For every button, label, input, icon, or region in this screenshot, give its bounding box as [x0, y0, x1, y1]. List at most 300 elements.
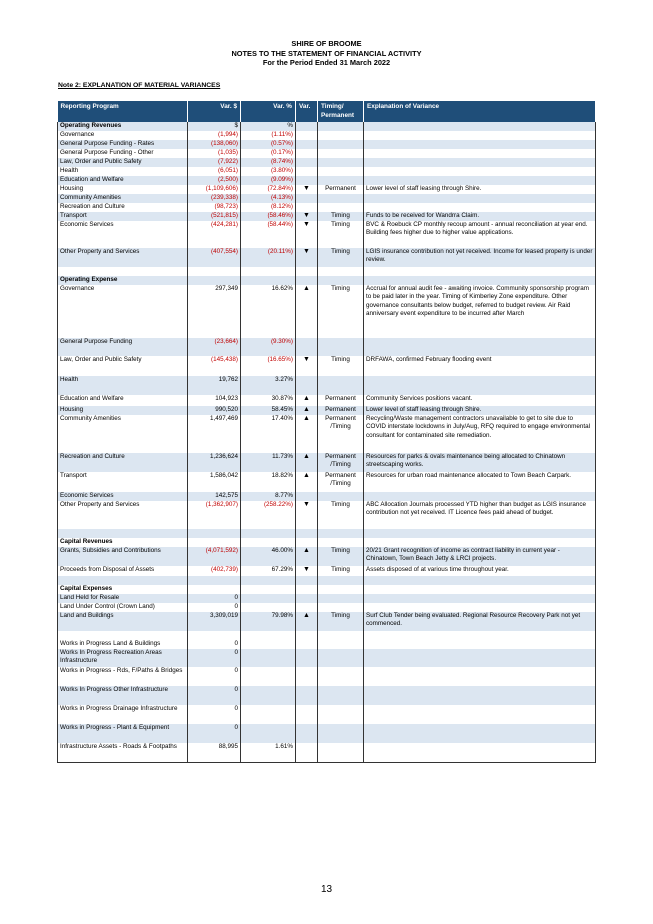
- table-row: [58, 248, 596, 267]
- table-row: [58, 612, 596, 631]
- cell-explanation: Resources for parks & ovals maintenance being allocated to Chinatown streetscaping works.: [364, 453, 596, 472]
- cell-explanation: [364, 631, 596, 640]
- table-row: [58, 743, 596, 762]
- cell-program: Operating Expense: [58, 276, 188, 285]
- cell-var-pct: 8.77%: [241, 492, 296, 501]
- cell-arrow-icon: [296, 594, 318, 603]
- table-row: [58, 376, 596, 395]
- cell-arrow-icon: [296, 149, 318, 158]
- cell-var-dollar: 88,995: [188, 743, 241, 762]
- cell-program: Community Amenities: [58, 194, 188, 203]
- cell-var-pct: [241, 276, 296, 285]
- cell-var-pct: [241, 267, 296, 276]
- table-row: [58, 585, 596, 594]
- cell-timing: [318, 492, 364, 501]
- cell-explanation: LGIS insurance contribution not yet received. Income for leased property is under review.: [364, 248, 596, 267]
- cell-timing: [318, 167, 364, 176]
- cell-arrow-icon: [296, 376, 318, 395]
- col-header-var-dollar: Var. $: [188, 101, 241, 122]
- cell-arrow-icon: [296, 276, 318, 285]
- header-period: For the Period Ended 31 March 2022: [262, 58, 391, 67]
- table-row: [58, 686, 596, 705]
- cell-var-pct: (0.17%): [241, 149, 296, 158]
- header-shire-name: SHIRE OF BROOME: [291, 39, 362, 48]
- col-header-timing: [318, 101, 364, 122]
- cell-timing: Timing: [318, 356, 364, 376]
- cell-arrow-icon: [296, 176, 318, 185]
- cell-var-pct: [241, 538, 296, 547]
- cell-explanation: Lower level of staff leasing through Shire.: [364, 185, 596, 194]
- table-body: [58, 122, 596, 762]
- table-row: [58, 649, 596, 667]
- table-row: [58, 492, 596, 501]
- table-row: [58, 472, 596, 492]
- cell-program: Governance: [58, 285, 188, 338]
- cell-program: Proceeds from Disposal of Assets: [58, 566, 188, 576]
- cell-arrow-icon: [296, 140, 318, 149]
- cell-program: Economic Services: [58, 492, 188, 501]
- cell-arrow-icon: [296, 649, 318, 667]
- table-row: [58, 158, 596, 167]
- cell-program: Housing: [58, 185, 188, 194]
- cell-timing: Timing: [318, 285, 364, 338]
- cell-var-pct: [241, 705, 296, 724]
- cell-var-pct: (1.11%): [241, 131, 296, 140]
- cell-explanation: [364, 576, 596, 585]
- cell-program: General Purpose Funding: [58, 338, 188, 356]
- cell-var-pct: [241, 576, 296, 585]
- cell-arrow-icon: [296, 576, 318, 585]
- cell-arrow-icon: [296, 667, 318, 686]
- cell-var-dollar: (407,554): [188, 248, 241, 267]
- cell-var-pct: 30.87%: [241, 395, 296, 406]
- cell-var-pct: (8.74%): [241, 158, 296, 167]
- cell-var-pct: (8.12%): [241, 203, 296, 212]
- cell-var-dollar: (1,994): [188, 131, 241, 140]
- cell-timing: [318, 649, 364, 667]
- cell-timing: Permanent /Timing: [318, 472, 364, 492]
- cell-var-dollar: [188, 538, 241, 547]
- cell-program: Works in Progress - Plant & Equipment: [58, 724, 188, 743]
- cell-var-pct: (9.09%): [241, 176, 296, 185]
- table-row: [58, 640, 596, 649]
- cell-var-dollar: 990,520: [188, 406, 241, 415]
- cell-explanation: Surf Club Tender being evaluated. Regional Resource Recovery Park not yet commenced.: [364, 612, 596, 631]
- cell-var-dollar: 0: [188, 594, 241, 603]
- cell-timing: [318, 267, 364, 276]
- cell-explanation: ABC Allocation Journals processed YTD higher than budget as LGIS insurance contribution not yet received. IT Licence fees paid ahead of budget.: [364, 501, 596, 529]
- cell-explanation: [364, 276, 596, 285]
- table-row: [58, 221, 596, 248]
- cell-arrow-icon: ▼: [296, 501, 318, 529]
- table-row: [58, 131, 596, 140]
- cell-var-dollar: [188, 267, 241, 276]
- cell-arrow-icon: ▼: [296, 248, 318, 267]
- cell-program: Works In Progress Other Infrastructure: [58, 686, 188, 705]
- cell-timing: [318, 203, 364, 212]
- cell-explanation: [364, 724, 596, 743]
- cell-var-pct: 79.98%: [241, 612, 296, 631]
- cell-timing: [318, 705, 364, 724]
- cell-arrow-icon: [296, 686, 318, 705]
- cell-explanation: Recycling/Waste management contractors unavailable to get to site due to COVID interstate lockdowns in July/Aug, RFQ required to engage environmental consultant for contaminated site remediation.: [364, 415, 596, 453]
- table-row: [58, 194, 596, 203]
- cell-timing: [318, 122, 364, 131]
- table-row: [58, 203, 596, 212]
- cell-program: Operating Revenues: [58, 122, 188, 131]
- cell-var-dollar: (138,060): [188, 140, 241, 149]
- table-row: [58, 149, 596, 158]
- cell-timing: [318, 338, 364, 356]
- cell-arrow-icon: ▲: [296, 547, 318, 566]
- cell-arrow-icon: [296, 724, 318, 743]
- cell-arrow-icon: [296, 158, 318, 167]
- cell-var-pct: [241, 724, 296, 743]
- cell-timing: [318, 194, 364, 203]
- table-row: [58, 538, 596, 547]
- cell-program: General Purpose Funding - Other: [58, 149, 188, 158]
- cell-program: Capital Revenues: [58, 538, 188, 547]
- cell-program: Works In Progress Recreation Areas Infrastructure: [58, 649, 188, 667]
- table-row: [58, 594, 596, 603]
- col-header-var-pct: Var. %: [241, 101, 296, 122]
- cell-var-pct: 1.61%: [241, 743, 296, 762]
- cell-var-dollar: [188, 585, 241, 594]
- cell-var-pct: 67.29%: [241, 566, 296, 576]
- cell-var-dollar: 297,349: [188, 285, 241, 338]
- cell-explanation: [364, 140, 596, 149]
- table-row: [58, 338, 596, 356]
- table-row: [58, 566, 596, 576]
- cell-var-pct: [241, 585, 296, 594]
- cell-program: Recreation and Culture: [58, 453, 188, 472]
- cell-program: Health: [58, 167, 188, 176]
- cell-timing: [318, 149, 364, 158]
- cell-program: Law, Order and Public Safety: [58, 356, 188, 376]
- table-row: [58, 547, 596, 566]
- cell-var-dollar: 0: [188, 724, 241, 743]
- cell-explanation: [364, 585, 596, 594]
- cell-var-dollar: (2,500): [188, 176, 241, 185]
- cell-program: Works in Progress Drainage Infrastructure: [58, 705, 188, 724]
- cell-program: Other Property and Services: [58, 248, 188, 267]
- cell-arrow-icon: ▼: [296, 566, 318, 576]
- cell-var-dollar: 3,309,019: [188, 612, 241, 631]
- cell-program: Other Property and Services: [58, 501, 188, 529]
- cell-timing: [318, 686, 364, 705]
- cell-arrow-icon: [296, 267, 318, 276]
- cell-var-dollar: [188, 529, 241, 538]
- cell-var-dollar: [188, 276, 241, 285]
- cell-program: Transport: [58, 212, 188, 221]
- cell-var-pct: [241, 631, 296, 640]
- cell-explanation: Assets disposed of at various time throughout year.: [364, 566, 596, 576]
- cell-arrow-icon: [296, 167, 318, 176]
- cell-timing: Permanent /Timing: [318, 415, 364, 453]
- cell-var-pct: (16.65%): [241, 356, 296, 376]
- cell-arrow-icon: ▼: [296, 185, 318, 194]
- table-row: [58, 667, 596, 686]
- table-row: [58, 576, 596, 585]
- cell-var-dollar: 0: [188, 705, 241, 724]
- cell-explanation: [364, 492, 596, 501]
- cell-explanation: [364, 603, 596, 612]
- cell-var-pct: 18.82%: [241, 472, 296, 492]
- cell-var-dollar: 0: [188, 686, 241, 705]
- cell-var-dollar: (6,051): [188, 167, 241, 176]
- cell-var-dollar: (1,109,606): [188, 185, 241, 194]
- table-row: [58, 167, 596, 176]
- cell-explanation: BVC & Roebuck CP monthly recoup amount - annual reconciliation at year end. Building fees higher due to higher value applications.: [364, 221, 596, 248]
- cell-explanation: [364, 529, 596, 538]
- cell-arrow-icon: ▼: [296, 212, 318, 221]
- table-row: [58, 395, 596, 406]
- cell-timing: [318, 631, 364, 640]
- cell-var-dollar: 0: [188, 649, 241, 667]
- cell-program: Governance: [58, 131, 188, 140]
- table-row: [58, 122, 596, 131]
- cell-timing: [318, 576, 364, 585]
- cell-arrow-icon: [296, 529, 318, 538]
- cell-explanation: Accrual for annual audit fee - awaiting invoice. Community sponsorship program to be paid later in the year. Timing of Kimberley Zone expenditure. Other governance consultants below budget, referred to budget review. Air Raid anniversary event expenditure to be incurred after March: [364, 285, 596, 338]
- cell-arrow-icon: [296, 585, 318, 594]
- table-row: [58, 705, 596, 724]
- cell-explanation: [364, 376, 596, 395]
- table-row: [58, 267, 596, 276]
- cell-explanation: DRFAWA, confirmed February flooding event: [364, 356, 596, 376]
- cell-arrow-icon: [296, 194, 318, 203]
- cell-var-pct: [241, 529, 296, 538]
- cell-program: Works in Progress - Rds, F/Paths & Bridges: [58, 667, 188, 686]
- cell-explanation: [364, 594, 596, 603]
- cell-var-dollar: (521,815): [188, 212, 241, 221]
- table-row: [58, 140, 596, 149]
- table-row: [58, 185, 596, 194]
- cell-program: Education and Welfare: [58, 176, 188, 185]
- table-header-row: [58, 101, 596, 122]
- cell-arrow-icon: [296, 122, 318, 131]
- cell-var-dollar: (239,338): [188, 194, 241, 203]
- table-row: [58, 501, 596, 529]
- cell-arrow-icon: ▲: [296, 395, 318, 406]
- cell-var-pct: [241, 686, 296, 705]
- cell-explanation: [364, 158, 596, 167]
- cell-timing: [318, 131, 364, 140]
- cell-explanation: [364, 167, 596, 176]
- col-header-program: Reporting Program: [58, 101, 188, 122]
- cell-explanation: 20/21 Grant recognition of income as contract liability in current year - Chinatown, Town Beach Jetty & LRCI projects.: [364, 547, 596, 566]
- cell-explanation: [364, 705, 596, 724]
- cell-var-dollar: [188, 631, 241, 640]
- cell-var-pct: [241, 667, 296, 686]
- table-row: [58, 453, 596, 472]
- cell-explanation: [364, 667, 596, 686]
- cell-arrow-icon: ▲: [296, 285, 318, 338]
- cell-arrow-icon: [296, 743, 318, 762]
- cell-var-pct: 46.00%: [241, 547, 296, 566]
- col-header-explanation: Explanation of Variance: [364, 101, 596, 122]
- cell-var-dollar: (402,739): [188, 566, 241, 576]
- cell-var-dollar: $: [188, 122, 241, 131]
- cell-var-dollar: (1,035): [188, 149, 241, 158]
- cell-timing: [318, 529, 364, 538]
- cell-timing: [318, 140, 364, 149]
- table-row: [58, 724, 596, 743]
- cell-arrow-icon: ▲: [296, 612, 318, 631]
- cell-explanation: [364, 743, 596, 762]
- table-row: [58, 603, 596, 612]
- cell-arrow-icon: ▲: [296, 406, 318, 415]
- cell-explanation: [364, 194, 596, 203]
- cell-var-dollar: (1,362,907): [188, 501, 241, 529]
- cell-explanation: Lower level of staff leasing through Shire.: [364, 406, 596, 415]
- cell-program: [58, 267, 188, 276]
- cell-var-dollar: 0: [188, 667, 241, 686]
- cell-program: [58, 631, 188, 640]
- table-row: [58, 406, 596, 415]
- cell-arrow-icon: ▲: [296, 453, 318, 472]
- cell-arrow-icon: [296, 538, 318, 547]
- cell-var-pct: 3.27%: [241, 376, 296, 395]
- header-report-title: NOTES TO THE STATEMENT OF FINANCIAL ACTIVITY: [231, 48, 422, 58]
- cell-program: Health: [58, 376, 188, 395]
- cell-program: Housing: [58, 406, 188, 415]
- cell-program: Community Amenities: [58, 415, 188, 453]
- cell-program: Transport: [58, 472, 188, 492]
- cell-var-pct: (4.13%): [241, 194, 296, 203]
- cell-var-pct: (58.46%): [241, 212, 296, 221]
- cell-var-dollar: (7,922): [188, 158, 241, 167]
- cell-arrow-icon: [296, 631, 318, 640]
- cell-timing: [318, 276, 364, 285]
- cell-program: Land Held for Resale: [58, 594, 188, 603]
- cell-timing: Timing: [318, 221, 364, 248]
- cell-timing: Timing: [318, 501, 364, 529]
- cell-explanation: [364, 538, 596, 547]
- cell-explanation: Resources for urban road maintenance allocated to Town Beach Carpark.: [364, 472, 596, 492]
- cell-explanation: [364, 131, 596, 140]
- cell-timing: Permanent: [318, 185, 364, 194]
- cell-timing: [318, 594, 364, 603]
- cell-timing: [318, 724, 364, 743]
- cell-var-pct: 17.40%: [241, 415, 296, 453]
- cell-explanation: [364, 686, 596, 705]
- cell-var-dollar: (4,071,592): [188, 547, 241, 566]
- cell-var-dollar: 19,762: [188, 376, 241, 395]
- cell-explanation: Funds to be received for Wandrra Claim.: [364, 212, 596, 221]
- col-header-timing-line1: Timing/: [321, 103, 344, 110]
- cell-timing: [318, 743, 364, 762]
- cell-var-pct: 11.73%: [241, 453, 296, 472]
- cell-var-dollar: 0: [188, 640, 241, 649]
- cell-var-pct: 58.45%: [241, 406, 296, 415]
- cell-timing: Permanent: [318, 406, 364, 415]
- cell-program: Grants, Subsidies and Contributions: [58, 547, 188, 566]
- cell-arrow-icon: ▼: [296, 356, 318, 376]
- cell-program: Education and Welfare: [58, 395, 188, 406]
- cell-arrow-icon: ▼: [296, 221, 318, 248]
- cell-var-dollar: 0: [188, 603, 241, 612]
- cell-var-pct: [241, 640, 296, 649]
- cell-timing: Timing: [318, 248, 364, 267]
- variance-table: [57, 101, 596, 763]
- cell-var-pct: [241, 649, 296, 667]
- table-row: [58, 212, 596, 221]
- cell-var-pct: (72.84%): [241, 185, 296, 194]
- cell-var-pct: [241, 594, 296, 603]
- cell-var-dollar: (145,438): [188, 356, 241, 376]
- cell-arrow-icon: [296, 131, 318, 140]
- cell-explanation: [364, 203, 596, 212]
- cell-explanation: [364, 122, 596, 131]
- cell-var-pct: (58.44%): [241, 221, 296, 248]
- cell-var-pct: (258.22%): [241, 501, 296, 529]
- cell-explanation: [364, 267, 596, 276]
- cell-var-dollar: 1,586,042: [188, 472, 241, 492]
- cell-explanation: Community Services positions vacant.: [364, 395, 596, 406]
- table-row: [58, 276, 596, 285]
- cell-program: [58, 576, 188, 585]
- cell-var-pct: (3.80%): [241, 167, 296, 176]
- cell-program: Works in Progress Land & Buildings: [58, 640, 188, 649]
- cell-program: Infrastructure Assets - Roads & Footpaths: [58, 743, 188, 762]
- cell-var-dollar: 142,575: [188, 492, 241, 501]
- cell-program: Recreation and Culture: [58, 203, 188, 212]
- cell-var-pct: 16.62%: [241, 285, 296, 338]
- cell-timing: Timing: [318, 212, 364, 221]
- cell-timing: [318, 538, 364, 547]
- cell-timing: [318, 158, 364, 167]
- cell-var-pct: %: [241, 122, 296, 131]
- table-row: [58, 285, 596, 338]
- table-row: [58, 356, 596, 376]
- cell-arrow-icon: [296, 705, 318, 724]
- cell-timing: [318, 585, 364, 594]
- cell-var-pct: (20.11%): [241, 248, 296, 267]
- cell-var-dollar: (98,723): [188, 203, 241, 212]
- cell-explanation: [364, 338, 596, 356]
- cell-arrow-icon: [296, 492, 318, 501]
- cell-explanation: [364, 176, 596, 185]
- cell-explanation: [364, 640, 596, 649]
- cell-program: Land Under Control (Crown Land): [58, 603, 188, 612]
- cell-program: Economic Services: [58, 221, 188, 248]
- cell-timing: Permanent /Timing: [318, 453, 364, 472]
- col-header-timing-line2: Permanent: [321, 112, 355, 119]
- cell-timing: [318, 376, 364, 395]
- cell-arrow-icon: [296, 203, 318, 212]
- cell-var-dollar: (23,664): [188, 338, 241, 356]
- cell-timing: Permanent: [318, 395, 364, 406]
- table-row: [58, 631, 596, 640]
- cell-explanation: [364, 149, 596, 158]
- cell-timing: [318, 603, 364, 612]
- col-header-var: Var.: [296, 101, 318, 122]
- cell-timing: [318, 640, 364, 649]
- cell-arrow-icon: ▲: [296, 472, 318, 492]
- cell-var-dollar: 104,923: [188, 395, 241, 406]
- cell-timing: [318, 667, 364, 686]
- cell-var-dollar: (424,281): [188, 221, 241, 248]
- page-number: 13: [320, 884, 333, 895]
- cell-var-dollar: 1,236,624: [188, 453, 241, 472]
- cell-timing: Timing: [318, 612, 364, 631]
- cell-arrow-icon: [296, 603, 318, 612]
- cell-var-pct: (9.30%): [241, 338, 296, 356]
- cell-arrow-icon: [296, 640, 318, 649]
- cell-arrow-icon: ▲: [296, 415, 318, 453]
- cell-timing: Timing: [318, 566, 364, 576]
